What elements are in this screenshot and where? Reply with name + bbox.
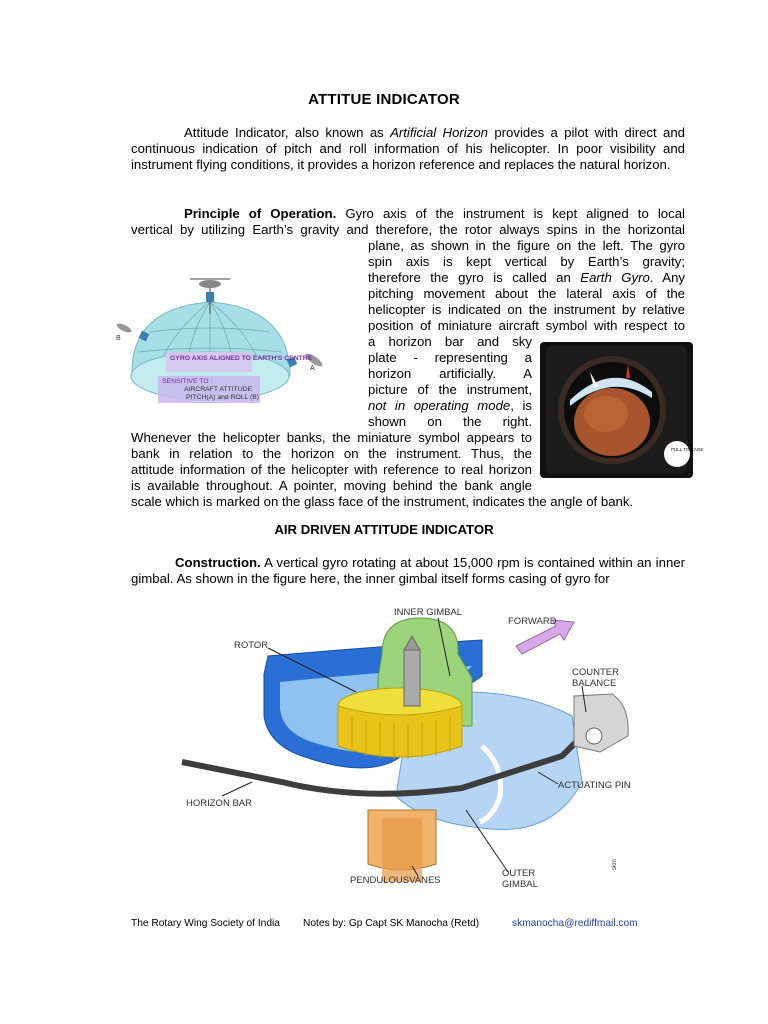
principle-text-1: Gyro axis of the instrument is kept aligned to local (345, 206, 685, 221)
footer-email-link[interactable]: skmanocha@rediffmail.com (512, 918, 638, 929)
principle-line-14: shown on the right. (368, 414, 532, 429)
label-gimbal: GIMBAL (502, 879, 538, 890)
label-balance: BALANCE (572, 678, 617, 689)
cage-knob-label: PULL TO CAGE (671, 447, 704, 452)
cage-knob-icon (664, 441, 690, 467)
label-axis: GYRO AXIS ALIGNED TO EARTH'S CENTRE (170, 355, 313, 362)
principle-line-12: picture of the instrument, (368, 382, 532, 397)
principle-line-15: Whenever the helicopter banks, the miniature symbol appears to (131, 430, 532, 445)
principle-line-2: vertical by utilizing Earth’s gravity and therefore, the rotor always spins in the horizontal (131, 222, 685, 237)
principle-line-11: horizon artificially. A (368, 366, 532, 381)
helicopter-top-icon (190, 279, 230, 288)
principle-line-9: a horizon bar and sky (368, 334, 532, 349)
earth-gyro-italic: Earth Gyro (580, 270, 650, 285)
section-heading-air-driven: AIR DRIVEN ATTITUDE INDICATOR (274, 522, 494, 537)
principle-line-19: scale which is marked on the glass face of the instrument, indicates the angle of bank. (131, 494, 634, 509)
label-signature: skm (612, 859, 618, 870)
not-operating-italic: not in operating mode (368, 398, 511, 413)
label-pitch-roll: PITCH(A) and ROLL (B) (186, 394, 260, 401)
footer-society: The Rotary Wing Society of India (131, 918, 280, 929)
counter-balance-shape (574, 694, 628, 752)
label-counter: COUNTER (572, 667, 619, 678)
construction-text: A vertical gyro rotating at about 15,000 rpm is contained within an inner gimbal. As shown in the figure here, the inner gimbal itself forms casing of gyro for (131, 555, 686, 587)
principle-line-13 (368, 398, 532, 414)
principle-line-10: plate - representing a (368, 350, 532, 365)
construction-paragraph (131, 555, 685, 587)
principle-line-7: helicopter is indicated on the instrument by relative (368, 302, 685, 317)
principle-line-16: bank in relation to the horizon on the instrument. Thus, the (131, 446, 532, 461)
principle-text-13: , is (510, 398, 532, 413)
principle-line-17: attitude information of the helicopter with reference to real horizon (131, 462, 532, 477)
earth-gyro-figure (110, 272, 335, 412)
label-a: A (310, 365, 315, 372)
principle-line-5 (368, 270, 685, 286)
intro-text-after: provides a pilot with direct and continuous indication of pitch and roll information of his helicopter. In poor visibility and instrument flying conditions, it provides a horizon reference and replaces the natural horizon. (131, 125, 686, 173)
label-attitude: AIRCRAFT ATTITUDE (184, 386, 253, 393)
page-title: ATTITUE INDICATOR (308, 91, 460, 108)
principle-heading: Principle of Operation. (184, 206, 337, 221)
intro-italic: Artificial Horizon (390, 125, 489, 140)
label-rotor: ROTOR (234, 640, 269, 651)
principle-line-6: pitching movement about the lateral axis of the (368, 286, 685, 301)
label-actuating-pin: ACTUATING PIN (558, 780, 631, 791)
gyro-top-icon (206, 292, 214, 302)
principle-text-5a: therefore the gyro is called an (368, 270, 581, 285)
principle-line-3: plane, as shown in the figure on the left. The gyro (368, 238, 685, 253)
construction-heading: Construction. (175, 555, 261, 570)
principle-line-4: spin axis is kept vertical by Earth’s gravity; (368, 254, 685, 269)
principle-text-5b: . Any (649, 270, 685, 285)
air-driven-indicator-diagram (182, 596, 642, 896)
intro-text-before: Attitude Indicator, also known as (184, 125, 391, 140)
attitude-instrument-photo (540, 342, 704, 478)
gyro-spindle (404, 650, 420, 706)
intro-paragraph (131, 125, 685, 174)
label-horizon-bar: HORIZON BAR (186, 798, 252, 809)
label-outer: OUTER (502, 868, 536, 879)
principle-line-18: is available throughout. A pointer, moving behind the bank angle (131, 478, 532, 493)
label-inner-gimbal: INNER GIMBAL (394, 607, 463, 618)
footer-notes: Notes by: Gp Capt SK Manocha (Retd) (303, 918, 480, 929)
label-forward: FORWARD (508, 616, 557, 627)
label-b: B (116, 335, 121, 342)
label-pendulous-vanes: PENDULOUSVANES (350, 875, 441, 886)
pivot-icon (586, 728, 602, 744)
principle-line-8: position of miniature aircraft symbol with respect to (368, 318, 685, 333)
principle-line-1 (184, 206, 685, 222)
label-sensitive: SENSITIVE TO : (162, 378, 213, 385)
